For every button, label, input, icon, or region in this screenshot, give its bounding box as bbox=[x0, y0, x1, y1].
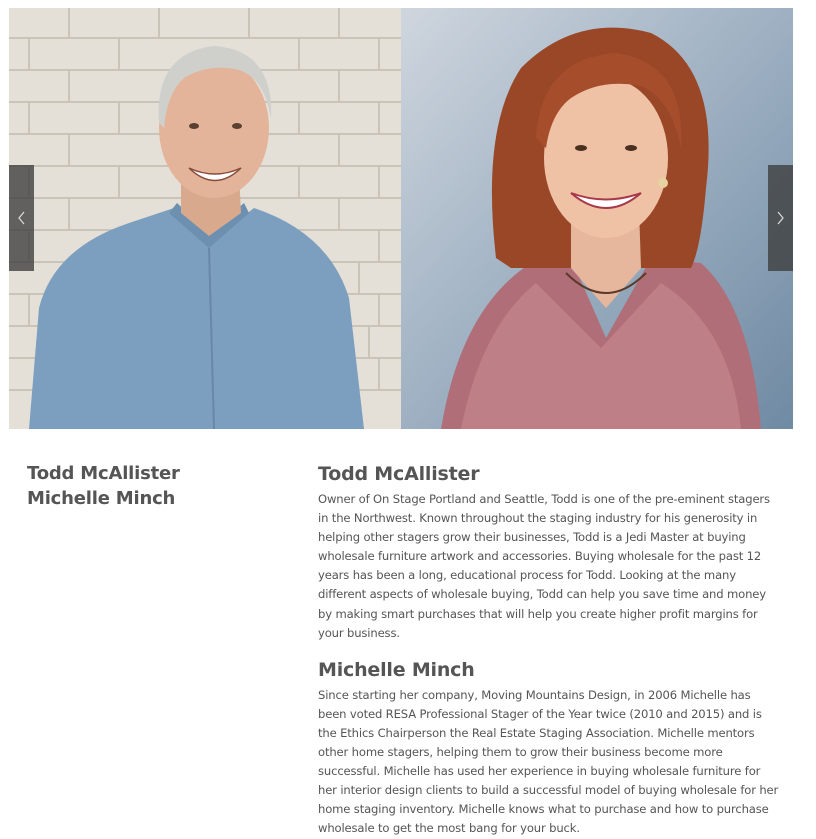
chevron-right-icon bbox=[776, 211, 785, 225]
bio-michelle bbox=[318, 658, 780, 839]
chevron-left-icon bbox=[17, 211, 26, 225]
side-names bbox=[27, 461, 287, 511]
side-name-michelle: Michelle Minch bbox=[27, 488, 176, 509]
slider-prev-button[interactable] bbox=[9, 165, 34, 271]
bio-text: Since starting her company, Moving Mountains Design, in 2006 Michelle has been voted RESA Professional Stager of the Year twice (2010 and 2015) and is the Ethics Chairperson the Real Estate Staging Association. Michelle mentors other home stagers, helping them to grow their business become more successful. Michelle has used her experience in buying wholesale furniture for her interior design clients to build a successful model of buying wholesale for her home staging inventory. Michelle knows what to purchase and how to purchase wholesale to get the most bang for your buck. bbox=[318, 687, 779, 836]
side-name-todd: Todd McAllister bbox=[27, 463, 180, 484]
michelle-photo bbox=[401, 8, 793, 429]
slider-next-button[interactable] bbox=[768, 165, 793, 271]
bio-text: Owner of On Stage Portland and Seattle, Todd is one of the pre-eminent stagers in the Northwest. Known throughout the staging industry for his generosity in helping other stagers grow their businesses, Todd is a Jedi Master at buying wholesale furniture artwork and accessories. Buying wholesale for the past 12 years has been a long, educational process for Todd. Looking at the many different aspects of wholesale buying, Todd can help you save time and money by making smart purchases that will help you create higher profit margins for your business. bbox=[318, 492, 770, 640]
slide-photo-todd bbox=[9, 8, 401, 429]
todd-photo bbox=[9, 8, 401, 429]
bio-heading: Todd McAllister bbox=[318, 463, 480, 485]
bio-todd bbox=[318, 462, 780, 643]
bio-heading: Michelle Minch bbox=[318, 658, 475, 681]
bios-section bbox=[318, 462, 780, 839]
image-slider[interactable] bbox=[9, 8, 793, 429]
slide-photo-michelle bbox=[401, 8, 793, 429]
